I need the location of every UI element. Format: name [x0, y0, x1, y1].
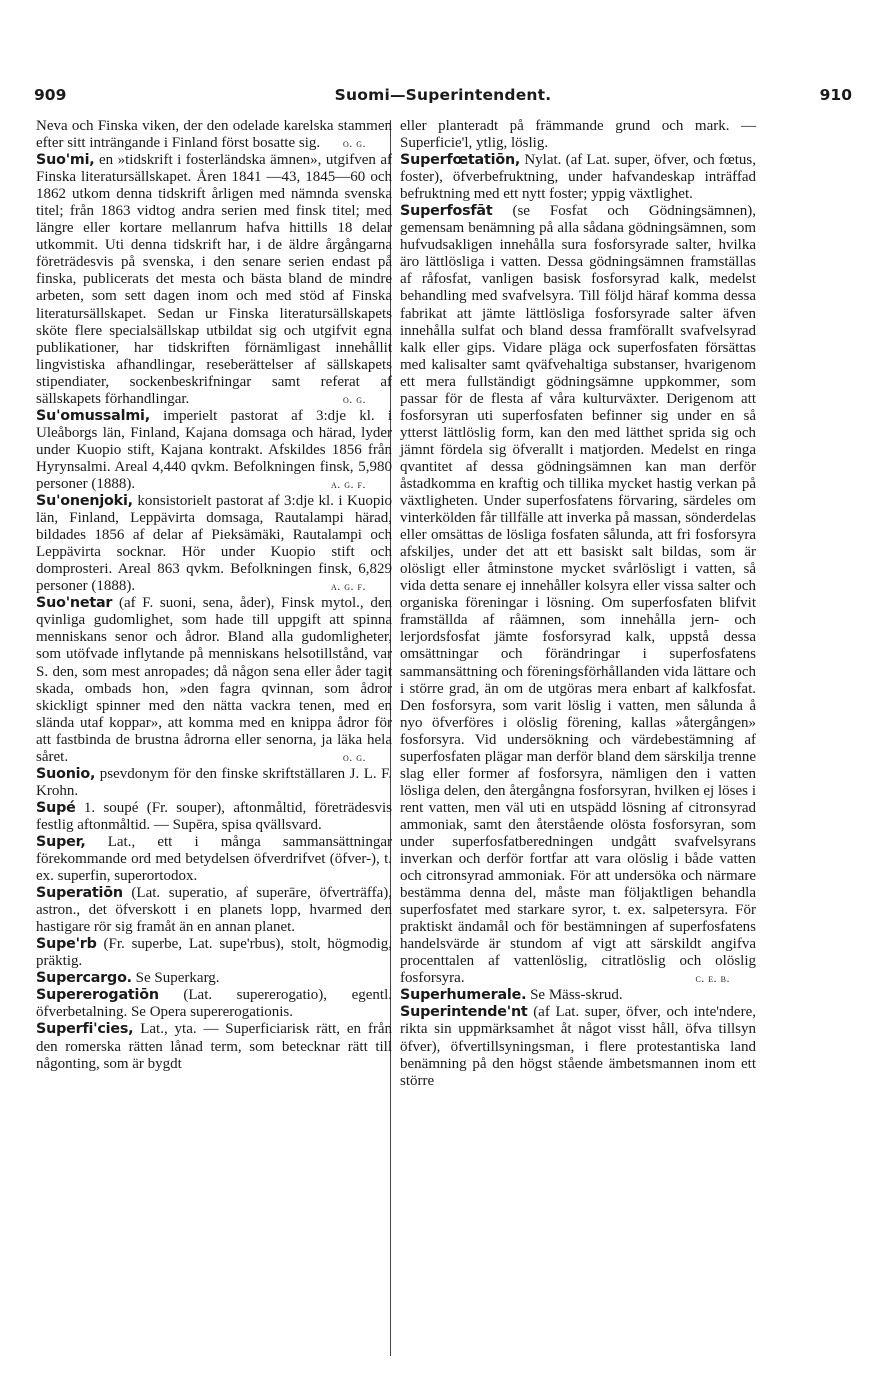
- entry-superation: [36, 885, 392, 936]
- entry-text: Se Superkarg.: [131, 970, 220, 987]
- entry-suomussalmi: [36, 408, 392, 493]
- page-header: [34, 86, 852, 108]
- entry-text: imperielt pastorat af 3:dje kl. i Uleåborgs län, Finland, Kajana domsaga och härad, lyder under Kuopio stift, Kajana kontrakt. Afskildes 1856 från Hyrynsalmi. Areal 4,440 qvkm. Befolkningen finsk, 5,980 personer (1888).: [36, 407, 392, 492]
- left-column: [36, 118, 392, 1073]
- entry-text: (Lat. superatio, af superāre, öfverträffa), astron., det öfverskott i en planets lopp, hvarmed den hastigare rör sig framåt än en annan planet.: [36, 885, 392, 936]
- entry-headword: Supererogatiōn: [36, 987, 159, 1004]
- entry-superhumerale: [400, 987, 756, 1004]
- entry-superfoetation: [400, 152, 756, 203]
- author-signature: o. g.: [342, 136, 366, 151]
- entry-superfosfat: [400, 203, 756, 987]
- running-head: Suomi—Superintendent.: [334, 86, 552, 104]
- entry-headword: Supe'rb: [36, 936, 97, 953]
- entry-headword: Superfosfāt: [400, 203, 493, 220]
- continued-entry-text: [36, 118, 392, 152]
- entry-superintendent: [400, 1004, 756, 1089]
- entry-headword: Superfœtatiōn,: [400, 152, 521, 169]
- entry-text: 1. soupé (Fr. souper), aftonmåltid, företrädesvis festlig aftonmåltid. — Supēra, spisa qvällsvard.: [36, 799, 392, 833]
- entry-text: Se Mäss-skrud.: [526, 987, 623, 1004]
- entry-headword: Su'omussalmi,: [36, 407, 150, 424]
- entry-text: en »tidskrift i fosterländska ämnen», utgifven af Finska literatursällskapet. Åren 1841 —43, 1845—60 och 1862 utkom denna tidskrift årligen med nämnda svenska titel; från 1863 vidtog andra serien med finsk titel; med längre eller kortare mellanrum hafva hittills 18 delar utkommit. Uti denna tidskrift har, i de äldre årgångarna företrädesvis på svenska, i den senare serien endast på finska, publicerats det mesta och bästa bland de mindre arbeten, som sett dagen inom och med stöd af Finska literatursällskapet. Sedan ur Finska literatursällskapets sköte flere specialsällskap utbildat sig och utgifvit egna publikationer, har tidskriften förnämligast innehållit lingvistiska afhandlingar, reseberättelser af sällskapets stipendiater, sockenbeskrifningar samt referat af sällskapets förhandlingar.: [36, 152, 392, 407]
- entry-text: (se Fosfat och Gödningsämnen), gemensam benämning på alla sådana gödningsämnen, som hufvudsakligen innehålla sura fosforsyrade salter, hvilka äro lättlösliga i vatten. Dessa gödningsämnen framställas af råfosfat, vanligen basisk fosforsyrad kalk, medelst behandling med svafvelsyra. Till följd häraf komma dessa fabrikat att jämte lättlösliga fosforsyrade salter äfven innehålla sulfat och bland dessa framförallt svafvelsyrad kalk eller gips. Vidare pläga ock superfosfaten försättas med kalisalter samt qväfvehaltiga substanser, hvarigenom ett mera fullständigt gödningsämne uppkommer, som passar för de flesta af våra kulturväxter. Derigenom att fosforsyran uti superfosfaten befinner sig under en så ytterst lättlöslig form, kan den med lätthet sprida sig och jämnt fördela sig öfverallt i matjorden. Medelst en ringa qvantitet af dessa gödningsämnen kan man derför åstadkomma en kraftig och tillika mycket hastig verkan på växtligheten. Under superfosfatens förvaring, särdeles om vinterkölden får tillfälle att inverka på massan, sönderdelas eller omsättas de lösliga fosfaten sålunda, att fri fosforsyra afskiljes, under det att ett basiskt salt bildas, som är olösligt eller åtminstone mycket svårlösligt i vatten, så vida detta senare ej innehåller kolsyra eller vissa salter och organiska föreningar i lösning. Om superfosfaten blifvit framställda af råämnen, som innehålla jern- och lerjordsfosfat jämte fosforsyrad kalk, uppstå dessa omsättningar och förändringar i superfosfatens sammansättning och föreningsförhållanden vida lättare och i större grad, än om de utgöras mera enbart af kalkfosfat. Den fosforsyra, som varit löslig i vatten, men sålunda å nyo öfverföres i olöslig förening, kallas »återgången» fosforsyra. Vid undersökning och värdebestämning af superfosfaten plägar man derför bland dem särskilja trenne slag eller former af fosforsyra, nämligen den i vatten lösliga delen, den återgångna fosforsyran, hvilken ej löses i rent vatten, men väl uti en utspädd lösning af citronsyrad ammoniak, samt den återstående olösta fosforsyran, som under superfosfatberedningen undgått svafvelsyrans inverkan och derför fortfar att vara olöslig i både vatten och citronsyrad ammoniak. För att undersöka och närmare bestämma denna del, måste man följaktligen behandla superfosfatet med starkare syror, t. ex. salpetersyra. För praktiskt ändamål och för bestämningen af superfosfatens handelsvärde är stundom af vigt att särskildt angifva procenttalen af vattenlöslig, citratlöslig och olöslig fosforsyra.: [400, 203, 756, 987]
- author-signature: c. e. b.: [695, 971, 730, 986]
- entry-text: Lat., ett i många sammansättningar förekommande ord med betydelsen öfverdrifvet (öfver-), t. ex. superfin, superortodox.: [36, 833, 392, 885]
- page-number-right: 910: [819, 86, 852, 104]
- entry-headword: Superintende'nt: [400, 1004, 528, 1021]
- entry-suomi: [36, 152, 392, 408]
- entry-headword: Supé: [36, 799, 76, 816]
- entry-headword: Super,: [36, 833, 86, 850]
- entry-superb: [36, 936, 392, 970]
- entry-suonio: [36, 766, 392, 800]
- entry-text: Lat., yta. — Superficiarisk rätt, en från den romerska rätten lånad term, som betecknar rätt till någonting, som är bygdt: [36, 1021, 392, 1072]
- author-signature: o. g.: [342, 749, 366, 764]
- entry-headword: Superatiōn: [36, 885, 123, 902]
- entry-super: [36, 834, 392, 885]
- right-column: [400, 118, 756, 1090]
- entry-headword: Suo'mi,: [36, 152, 95, 169]
- entry-supe: [36, 800, 392, 834]
- entry-text: eller planteradt på främmande grund och mark. — Superficie'l, ytlig, löslig.: [400, 118, 756, 152]
- author-signature: a. g. f.: [330, 476, 366, 491]
- entry-text: (af Lat. super, öfver, och inte'ndere, rikta sin uppmärksamhet åt något visst håll, öfva tillsyn öfver), öfvertillsyningsman, i flere protestantiska land benämning på den högst stående ämbetsmannen inom ett större: [400, 1004, 756, 1089]
- entry-headword: Superhumerale.: [400, 987, 527, 1004]
- author-signature: o. g.: [342, 391, 366, 406]
- entry-headword: Suo'netar: [36, 595, 113, 612]
- entry-supercargo: [36, 970, 392, 987]
- author-signature: a. g. f.: [330, 579, 366, 594]
- entry-suonenjoki: [36, 493, 392, 595]
- page-number-left: 909: [34, 86, 67, 104]
- entry-superficies: [36, 1021, 392, 1072]
- entry-text: psevdonym för den finske skriftställaren J. L. F. Krohn.: [36, 765, 392, 799]
- entry-headword: Supercargo.: [36, 970, 132, 987]
- entry-headword: Suonio,: [36, 765, 96, 782]
- entry-text: Neva och Finska viken, der den odelade karelska stammen efter sitt inträngande i Finland först bosatte sig.: [36, 118, 392, 152]
- entry-suonetar: [36, 595, 392, 765]
- continued-entry-text: [400, 118, 756, 152]
- entry-supererogation: [36, 987, 392, 1021]
- entry-text: Nylat. (af Lat. super, öfver, och fœtus, foster), öfverbefruktning, under hafvandeskap inträffad befruktning med ett nytt foster; yppig växtlighet.: [400, 152, 756, 203]
- entry-text: konsistorielt pastorat af 3:dje kl. i Kuopio län, Finland, Leppävirta domsaga, Rautalampi härad, bildades 1856 af delar af Pieksämäki, Rautalampi och Leppävirta socknar. Hör under Kuopio stift och domprosteri. Areal 863 qvkm. Befolkningen finsk, 6,829 personer (1888).: [36, 493, 392, 595]
- entry-headword: Su'onenjoki,: [36, 493, 133, 510]
- entry-text: (af F. suoni, sena, åder), Finsk mytol., den qvinliga gudomlighet, som hade till uppgift att spinna menniskans senor och ådror. Bland alla gudomligheter, som utöfvade inflytande på menniskans helsotillstånd, var S. den, som mest anropades; då någon sena eller åder tagit skada, ombads hon, »den fagra qvinnan, som ådror skickligt spinner med den nätta vackra tenen, med en slända utaf koppar», att komma med en knippa ådror för att fastbinda de brustna ådrorna eller senorna, ja läka hela såret.: [36, 595, 392, 765]
- entry-text: (Lat. supererogatio), egentl. öfverbetalning. Se Opera supererogationis.: [36, 987, 392, 1021]
- entry-text: (Fr. superbe, Lat. supe'rbus), stolt, högmodig, präktig.: [36, 936, 392, 970]
- entry-headword: Superfi'cies,: [36, 1021, 134, 1038]
